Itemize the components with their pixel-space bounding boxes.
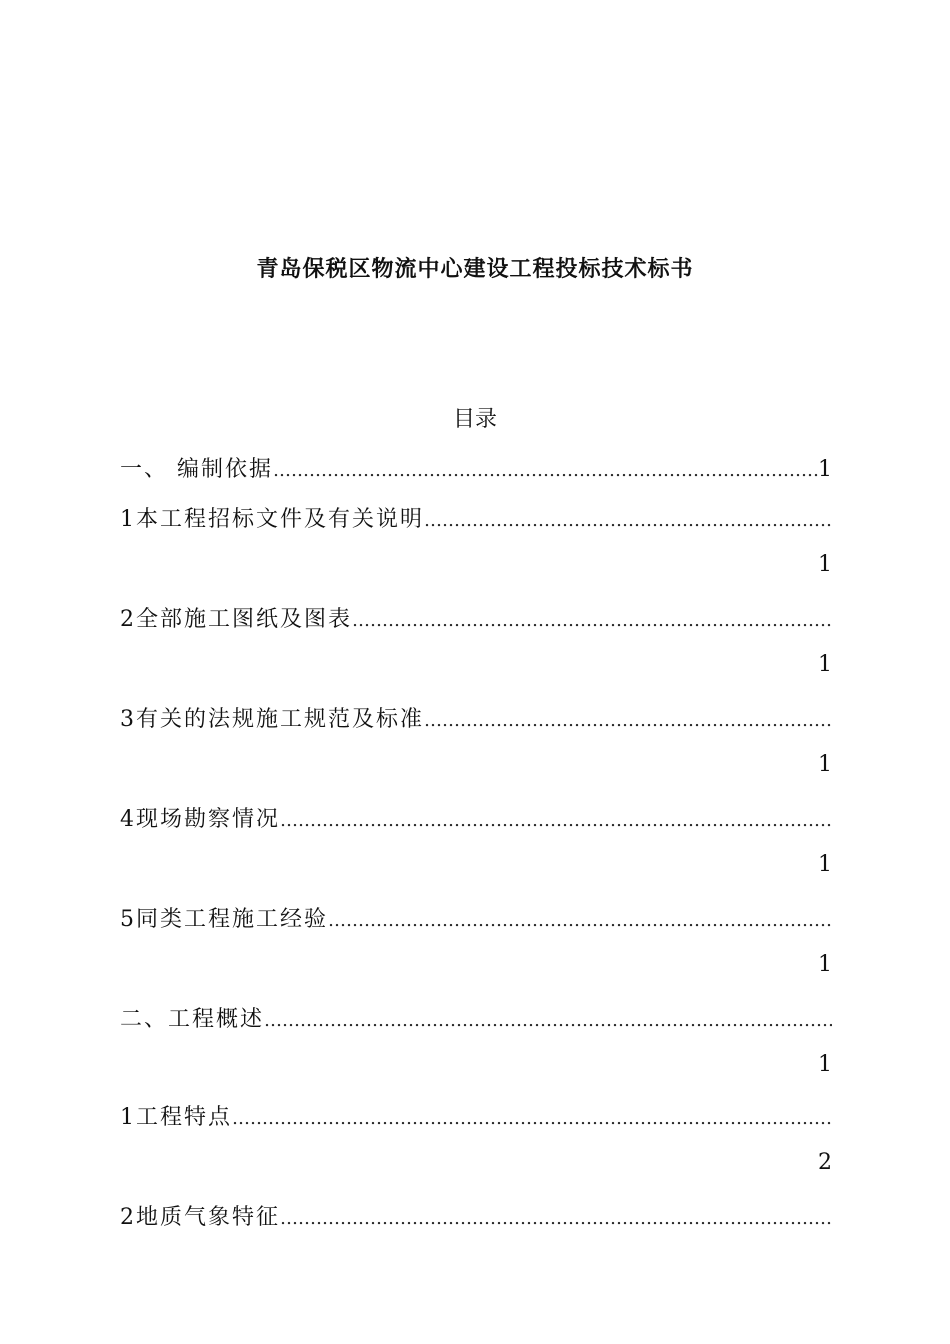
toc-entry-page: 1 (818, 457, 832, 482)
toc-entry-label: 3有关的法规施工规范及标准 (120, 707, 424, 732)
toc-entry-page: 1 (818, 952, 832, 977)
toc-entry-page: 1 (818, 1052, 832, 1077)
toc-entry-page: 1 (818, 652, 832, 677)
toc-heading: 目录 (452, 407, 497, 432)
toc-leader-dots (352, 610, 832, 631)
toc-entry[interactable] (120, 902, 832, 936)
toc-entry[interactable] (120, 502, 832, 536)
toc-leader-dots (280, 810, 832, 831)
toc-entry-label: 1本工程招标文件及有关说明 (120, 507, 424, 532)
toc-entry-label: 2地质气象特征 (120, 1205, 280, 1230)
toc-entry-label: 1工程特点 (120, 1105, 232, 1130)
toc-entry[interactable] (120, 1200, 832, 1234)
toc-leader-dots (273, 460, 818, 481)
toc-leader-dots (424, 510, 832, 531)
toc-entry[interactable] (120, 1100, 832, 1134)
toc-entry[interactable] (120, 602, 832, 636)
toc-entry-label: 二、工程概述 (120, 1007, 265, 1032)
toc-entry-page: 1 (818, 852, 832, 877)
toc-entry[interactable] (120, 452, 832, 486)
toc-leader-dots (424, 710, 832, 731)
toc-entry-label: 4现场勘察情况 (120, 807, 280, 832)
toc-leader-dots (232, 1108, 832, 1129)
toc-entry-label: 5同类工程施工经验 (120, 907, 328, 932)
toc-entry-label: 一、 编制依据 (120, 457, 273, 482)
toc-entry-page: 1 (818, 752, 832, 777)
toc-leader-dots (264, 1010, 832, 1031)
toc-entry[interactable] (120, 802, 832, 836)
toc-entry[interactable] (120, 1002, 832, 1036)
toc-entry-page: 2 (818, 1150, 832, 1175)
toc-entry-page: 1 (818, 552, 832, 577)
toc-leader-dots (328, 910, 832, 931)
toc-entry-label: 2全部施工图纸及图表 (120, 607, 352, 632)
toc-leader-dots (280, 1208, 832, 1229)
document-title: 青岛保税区物流中心建设工程投标技术标书 (256, 256, 694, 282)
toc-entry[interactable] (120, 702, 832, 736)
